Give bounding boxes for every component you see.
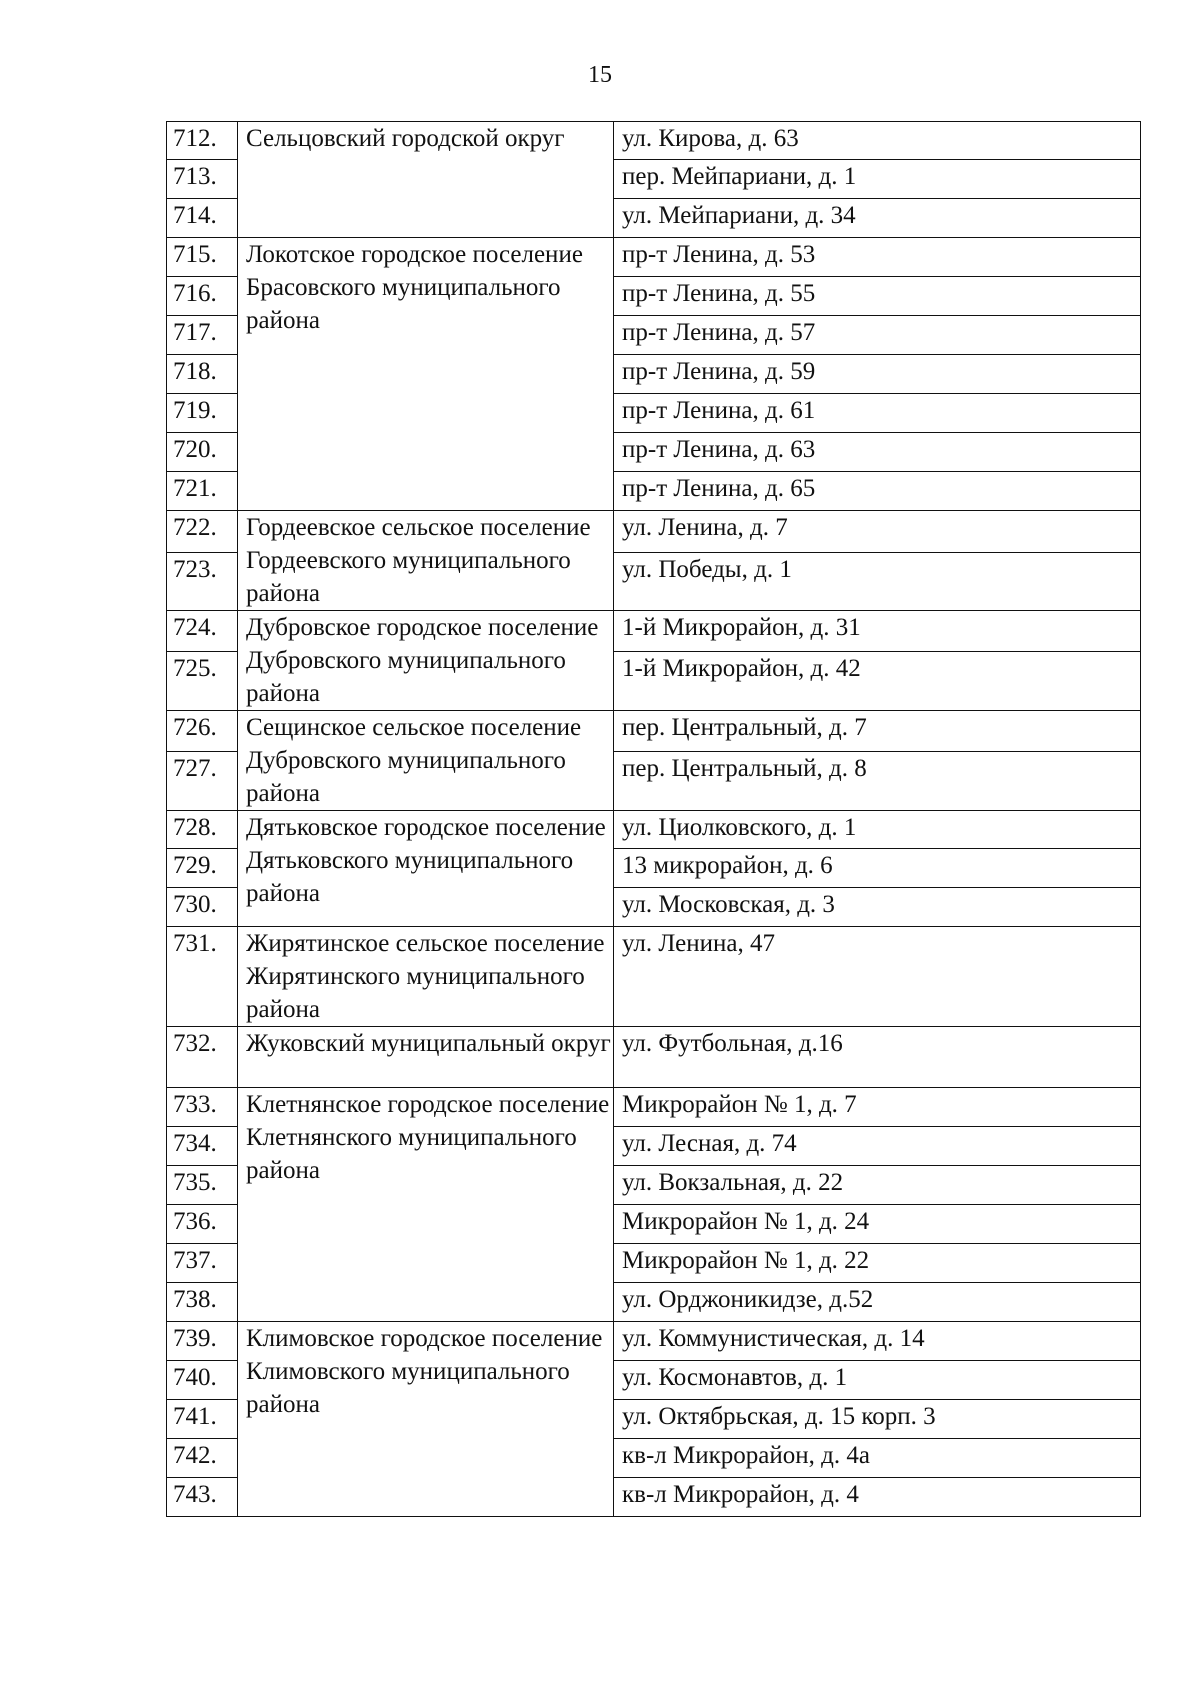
row-number: 743. bbox=[167, 1478, 238, 1517]
table-row bbox=[167, 1088, 1141, 1127]
municipality-cell: Клетнянское городское поселение Клетнянского муниципального района bbox=[238, 1088, 614, 1322]
address-cell: кв-л Микрорайон, д. 4а bbox=[614, 1439, 1141, 1478]
row-number: 727. bbox=[167, 752, 238, 811]
address-cell: ул. Лесная, д. 74 bbox=[614, 1127, 1141, 1166]
row-number: 735. bbox=[167, 1166, 238, 1205]
address-cell: ул. Октябрьская, д. 15 корп. 3 bbox=[614, 1400, 1141, 1439]
municipality-cell: Гордеевское сельское поселение Гордеевского муниципального района bbox=[238, 511, 614, 611]
address-cell: 1-й Микрорайон, д. 31 bbox=[614, 611, 1141, 652]
row-number: 737. bbox=[167, 1244, 238, 1283]
row-number: 719. bbox=[167, 394, 238, 433]
table-row bbox=[167, 1027, 1141, 1088]
municipality-cell: Климовское городское поселение Климовского муниципального района bbox=[238, 1322, 614, 1517]
row-number: 718. bbox=[167, 355, 238, 394]
table-row bbox=[167, 611, 1141, 652]
address-cell: пер. Мейпариани, д. 1 bbox=[614, 160, 1141, 199]
address-cell: ул. Кирова, д. 63 bbox=[614, 122, 1141, 160]
row-number: 729. bbox=[167, 849, 238, 888]
row-number: 731. bbox=[167, 927, 238, 1027]
address-cell: ул. Коммунистическая, д. 14 bbox=[614, 1322, 1141, 1361]
address-cell: пр-т Ленина, д. 65 bbox=[614, 472, 1141, 511]
table-row bbox=[167, 238, 1141, 277]
table-row bbox=[167, 927, 1141, 1027]
address-cell: ул. Ленина, д. 7 bbox=[614, 511, 1141, 553]
row-number: 713. bbox=[167, 160, 238, 199]
registry-body bbox=[167, 122, 1141, 1517]
row-number: 715. bbox=[167, 238, 238, 277]
row-number: 730. bbox=[167, 888, 238, 927]
address-registry-table bbox=[166, 121, 1141, 1517]
address-cell: ул. Циолковского, д. 1 bbox=[614, 811, 1141, 849]
municipality-cell: Жуковский муниципальный округ bbox=[238, 1027, 614, 1088]
row-number: 739. bbox=[167, 1322, 238, 1361]
address-cell: пр-т Ленина, д. 57 bbox=[614, 316, 1141, 355]
address-cell: пр-т Ленина, д. 63 bbox=[614, 433, 1141, 472]
row-number: 733. bbox=[167, 1088, 238, 1127]
address-cell: пр-т Ленина, д. 61 bbox=[614, 394, 1141, 433]
row-number: 717. bbox=[167, 316, 238, 355]
row-number: 736. bbox=[167, 1205, 238, 1244]
row-number: 732. bbox=[167, 1027, 238, 1088]
row-number: 726. bbox=[167, 711, 238, 752]
address-cell: пр-т Ленина, д. 55 bbox=[614, 277, 1141, 316]
row-number: 725. bbox=[167, 652, 238, 711]
address-cell: 1-й Микрорайон, д. 42 bbox=[614, 652, 1141, 711]
address-cell: пр-т Ленина, д. 59 bbox=[614, 355, 1141, 394]
table-row bbox=[167, 811, 1141, 849]
address-cell: ул. Орджоникидзе, д.52 bbox=[614, 1283, 1141, 1322]
municipality-cell: Сещинское сельское поселение Дубровского муниципального района bbox=[238, 711, 614, 811]
page-number: 15 bbox=[588, 62, 612, 88]
address-cell: пер. Центральный, д. 8 bbox=[614, 752, 1141, 811]
address-cell: ул. Футбольная, д.16 bbox=[614, 1027, 1141, 1088]
table-row bbox=[167, 711, 1141, 752]
row-number: 723. bbox=[167, 552, 238, 610]
address-cell: Микрорайон № 1, д. 7 bbox=[614, 1088, 1141, 1127]
address-cell: ул. Победы, д. 1 bbox=[614, 552, 1141, 610]
address-cell: пр-т Ленина, д. 53 bbox=[614, 238, 1141, 277]
row-number: 714. bbox=[167, 199, 238, 238]
address-cell: ул. Космонавтов, д. 1 bbox=[614, 1361, 1141, 1400]
address-cell: Микрорайон № 1, д. 22 bbox=[614, 1244, 1141, 1283]
municipality-cell: Дятьковское городское поселение Дятьковского муниципального района bbox=[238, 811, 614, 927]
address-cell: кв-л Микрорайон, д. 4 bbox=[614, 1478, 1141, 1517]
row-number: 724. bbox=[167, 611, 238, 652]
address-cell: ул. Московская, д. 3 bbox=[614, 888, 1141, 927]
row-number: 728. bbox=[167, 811, 238, 849]
municipality-cell: Дубровское городское поселение Дубровского муниципального района bbox=[238, 611, 614, 711]
row-number: 738. bbox=[167, 1283, 238, 1322]
address-cell: ул. Вокзальная, д. 22 bbox=[614, 1166, 1141, 1205]
row-number: 740. bbox=[167, 1361, 238, 1400]
row-number: 716. bbox=[167, 277, 238, 316]
table-row bbox=[167, 122, 1141, 160]
municipality-cell: Жирятинское сельское поселение Жирятинского муниципального района bbox=[238, 927, 614, 1027]
table-row bbox=[167, 511, 1141, 553]
table-row bbox=[167, 1322, 1141, 1361]
row-number: 720. bbox=[167, 433, 238, 472]
row-number: 741. bbox=[167, 1400, 238, 1439]
address-cell: ул. Ленина, 47 bbox=[614, 927, 1141, 1027]
address-cell: ул. Мейпариани, д. 34 bbox=[614, 199, 1141, 238]
row-number: 734. bbox=[167, 1127, 238, 1166]
row-number: 721. bbox=[167, 472, 238, 511]
municipality-cell: Локотское городское поселение Брасовского муниципального района bbox=[238, 238, 614, 511]
municipality-cell: Сельцовский городской округ bbox=[238, 122, 614, 238]
address-cell: Микрорайон № 1, д. 24 bbox=[614, 1205, 1141, 1244]
row-number: 722. bbox=[167, 511, 238, 553]
row-number: 712. bbox=[167, 122, 238, 160]
address-cell: 13 микрорайон, д. 6 bbox=[614, 849, 1141, 888]
address-cell: пер. Центральный, д. 7 bbox=[614, 711, 1141, 752]
row-number: 742. bbox=[167, 1439, 238, 1478]
